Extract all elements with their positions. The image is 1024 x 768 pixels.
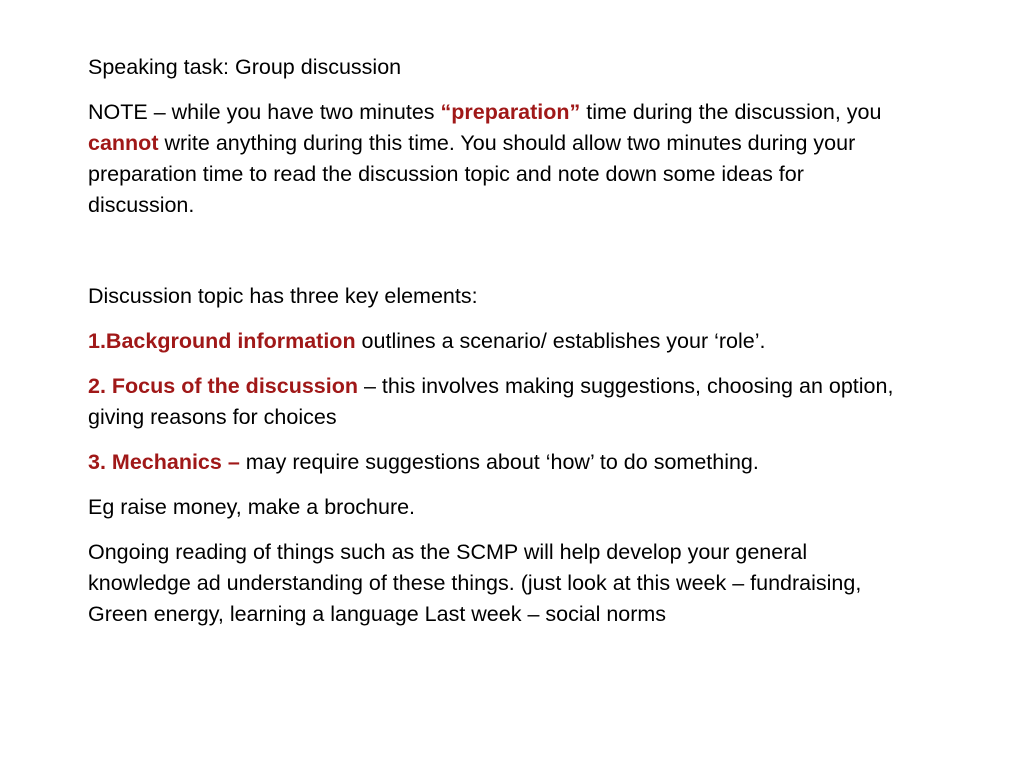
note-paragraph [88,97,898,221]
note-text-3: write anything during this time. You should allow two minutes during your preparation time to read the discussion topic and note down some ideas for discussion. [88,131,856,217]
elements-intro: Discussion topic has three key elements: [88,284,478,308]
closing-paragraph: Ongoing reading of things such as the SCMP will help develop your general knowledge ad understanding of these things. (just look at this week – fundraising, Green energy, learning a language Last week – social norms [88,540,862,626]
note-text-1: NOTE – while you have two minutes [88,100,441,124]
note-highlight-preparation: “preparation” [440,100,581,124]
note-highlight-cannot: cannot [88,131,159,155]
slide-title: Speaking task: Group discussion [88,55,402,79]
element-label: 1.Background information [88,329,356,353]
element-item-focus [88,371,898,433]
slide-content [88,52,898,630]
element-label: 3. Mechanics – [88,450,240,474]
element-item-background [88,326,898,357]
element-text: outlines a scenario/ establishes your ‘role’. [355,329,766,353]
element-label: 2. Focus of the discussion [88,374,358,398]
note-text-2: time during the discussion, you [580,100,882,124]
example-line: Eg raise money, make a brochure. [88,495,416,519]
element-text: – this involves making suggestions, choosing an option, giving reasons for choices [88,374,894,429]
element-text: may require suggestions about ‘how’ to do something. [239,450,759,474]
element-item-mechanics [88,447,898,478]
